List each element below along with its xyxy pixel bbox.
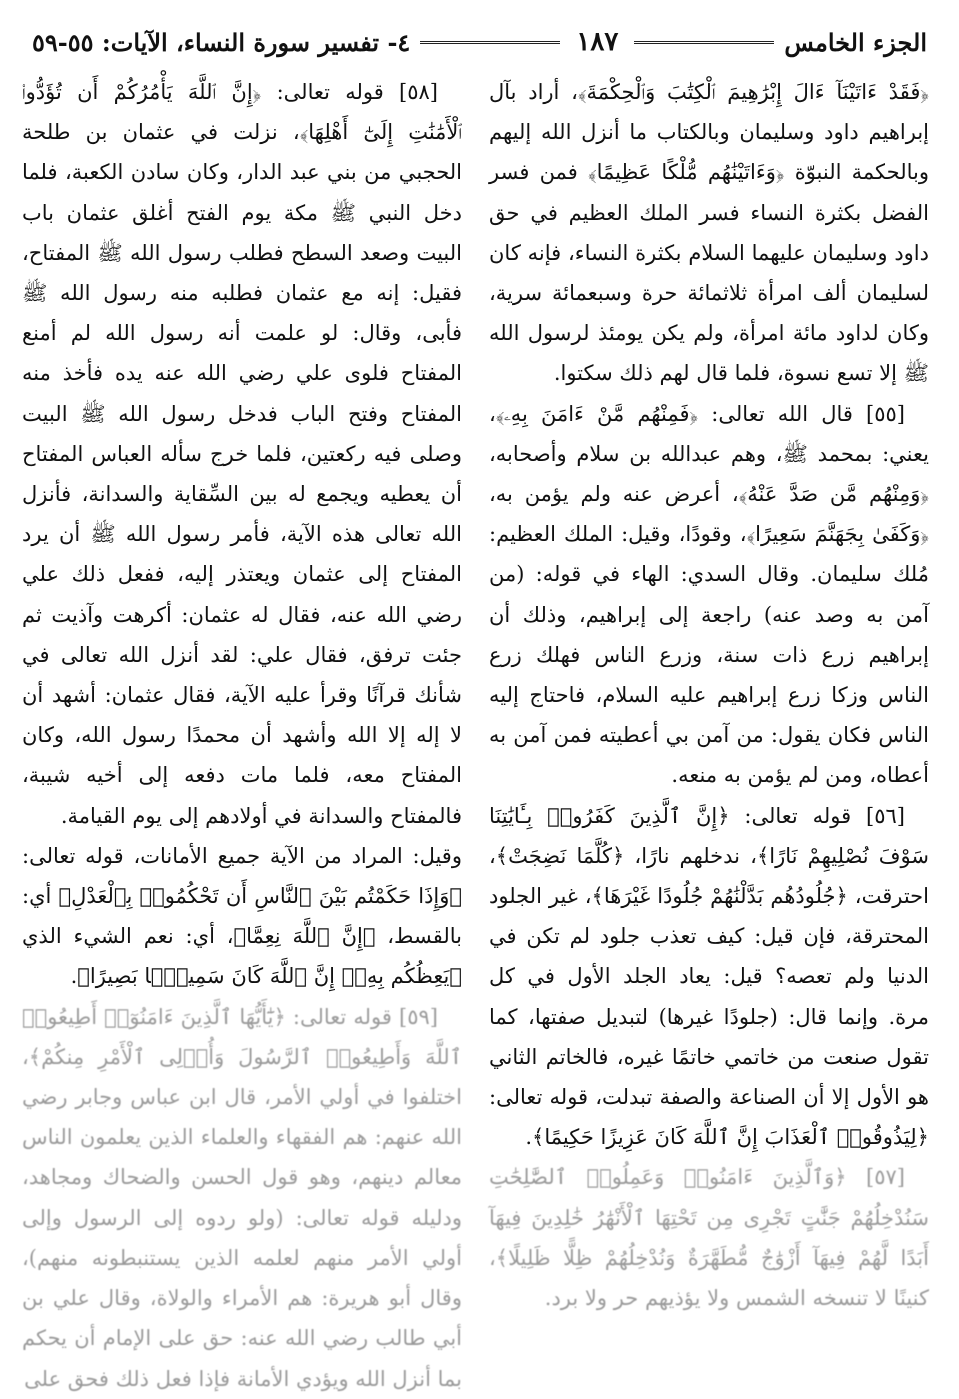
paragraph: ﴿فَقَدْ ءَاتَيْنَآ ءَالَ إِبْرَٰهِيمَ ٱلْكِتَٰبَ وَٱلْحِكْمَةَ﴾، أراد بآل إبراهيم داود وسليمان وبالكتاب ما أنزل الله إليهم وبالحكمة النبوّة ﴿وَءَاتَيْنَٰهُم مُّلْكًا عَظِيمًا﴾ فمن فسر الفضل بكثرة النساء فسر الملك العظيم في حق داود وسليمان عليهما السلام بكثرة النساء، فإنه كان لسليمان ألف امرأة ثلاثمائة حرة وسبعمائة سرية، وكان لداود مائة امرأة، ولم يكن يومئذ لرسول الله ﷺ إلا تسع نسوة، فلما قال لهم ذلك سكتوا. [489,80,929,386]
page-number: ١٨٧ [576,27,619,57]
header-rule [420,41,560,44]
part-title: الجزء الخامس [784,27,927,57]
left-column [22,72,462,1399]
paragraph-57: [٥٧] ﴿وَٱلَّذِينَ ءَامَنُوا۟ وَعَمِلُوا۟ ٱلصَّٰلِحَٰتِ سَنُدْخِلُهُمْ جَنَّٰتٍ تَجْرِى مِن تَحْتِهَا ٱلْأَنْهَٰرُ خَٰلِدِينَ فِيهَآ أَبَدًا لَّهُمْ فِيهَآ أَزْوَٰجٌ مُّطَهَّرَةٌ وَنُدْخِلُهُمْ ظِلًّا ظَلِيلًا﴾، كنينًا لا تنسخه الشمس ولا يؤذيهم حر ولا برد. [489,1165,929,1311]
page-header [32,20,927,64]
right-column [489,72,929,1318]
paragraph-58: [٥٨] قوله تعالى: ﴿إِنَّ ٱللَّهَ يَأْمُرُكُمْ أَن تُؤَدُّوا۟ ٱلْأَمَٰنَٰتِ إِلَىٰٓ أَهْلِهَا﴾، نزلت في عثمان بن طلحة الحجبي من بني عبد الدار، وكان سادن الكعبة، فلما دخل النبي ﷺ مكة يوم الفتح أغلق عثمان باب البيت وصعد السطح فطلب رسول الله ﷺ المفتاح، فقيل: إنه مع عثمان فطلبه منه رسول الله ﷺ فأبى، وقال: لو علمت أنه رسول الله لم أمنع المفتاح فلوى علي رضي الله عنه يده فأخذ منه المفتاح وفتح الباب فدخل رسول الله ﷺ البيت وصلى فيه ركعتين، فلما خرج سأله العباس المفتاح أن يعطيه ويجمع له بين السِّقاية والسدانة، فأنزل الله تعالى هذه الآية، فأمر رسول الله ﷺ أن يرد المفتاح إلى عثمان ويعتذر إليه، ففعل ذلك علي رضي الله عنه، فقال له عثمان: أكرهت وآذيت ثم جئت ترفق، فقال علي: لقد أنزل الله تعالى في شأنك قرآنًا وقرأ عليه الآية، فقال عثمان: أشهد أن لا إله إلا الله وأشهد أن محمدًا رسول الله، وكان المفتاح معه، فلما مات دفعه إلى أخيه شيبة، فالمفتاح والسدانة في أولادهم إلى يوم القيامة. [22,80,462,828]
paragraph-56: [٥٦] قوله تعالى: ﴿إِنَّ ٱلَّذِينَ كَفَرُوا۟ بِـَٔايَٰتِنَا سَوْفَ نُصْلِيهِمْ نَارًا﴾، ندخلهم نارًا، ﴿كُلَّمَا نَضِجَتْ﴾، احترقت، ﴿جُلُودُهُم بَدَّلْنَٰهُمْ جُلُودًا غَيْرَهَا﴾، غير الجلود المحترقة، فإن قيل: كيف تعذب جلود لم تكن في الدنيا ولم تعصه؟ قيل: يعاد الجلد الأول في كل مرة. وإنما قال: (جلودًا غيرها) لتبديل صفتها، كما تقول صنعت من خاتمي خاتمًا غيره، فالخاتم الثاني هو الأول إلا أن الصناعة والصفة تبدلت، قوله تعالى: ﴿لِيَذُوقُوا۟ ٱلْعَذَابَ إِنَّ ٱللَّهَ كَانَ عَزِيزًا حَكِيمًا﴾. [489,803,929,1150]
paragraph: وقيل: المراد من الآية جميع الأمانات، قوله تعالى: ﴿وَإِذَا حَكَمْتُم بَيْنَ ٱلنَّاسِ أَن تَحْكُمُوا۟ بِٱلْعَدْلِ﴾ أي: بالقسط، ﴿إِنَّ ٱللَّهَ نِعِمَّا﴾، أي: نعم الشيء الذي ﴿يَعِظُكُم بِهِۦٓ إِنَّ ٱللَّهَ كَانَ سَمِيعًۢا بَصِيرًا﴾. [22,843,462,989]
chapter-title: ٤- تفسير سورة النساء، الآيات: ٥٥-٥٩ [31,27,411,57]
header-rule [634,41,774,44]
paragraph-55: [٥٥] قال الله تعالى: ﴿فَمِنْهُم مَّنْ ءَامَنَ بِهِۦ﴾، يعني: بمحمد ﷺ، وهم عبدالله بن سلام وأصحابه، ﴿وَمِنْهُم مَّن صَدَّ عَنْهُ﴾، أعرض عنه ولم يؤمن به، ﴿وَكَفَىٰ بِجَهَنَّمَ سَعِيرًا﴾، وقودًا، وقيل: الملك العظيم: مُلك سليمان. وقال السدي: الهاء في قوله: (من آمن به وصد عنه) راجعة إلى إبراهيم، وذلك أن إبراهيم زرع ذات سنة، وزرع الناس فهلك زرع الناس وزكا زرع إبراهيم عليه السلام، فاحتاج إليه الناس فكان يقول: من آمن بي أعطيته فمن آمن به أعطاه، ومن لم يؤمن به منعه. [489,401,929,788]
paragraph-59: [٥٩] قوله تعالى: ﴿يَٰٓأَيُّهَا ٱلَّذِينَ ءَامَنُوٓا۟ أَطِيعُوا۟ ٱللَّهَ وَأَطِيعُوا۟ ٱلرَّسُولَ وَأُو۟لِى ٱلْأَمْرِ مِنكُمْ﴾، اختلفوا في أولي الأمر، قال ابن عباس وجابر رضي الله عنهم: هم الفقهاء والعلماء الذين يعلمون الناس معالم دينهم، وهو قول الحسن والضحاك ومجاهد، ودليله قوله تعالى: (ولو ردوه إلى الرسول وإلى أولي الأمر منهم لعلمه الذين يستنبطونه منهم)، وقال أبو هريرة: هم الأمراء والولاة، وقال علي بن أبي طالب رضي الله عنه: حق على الإمام أن يحكم بما أنزل الله ويؤدي الأمانة فإذا فعل ذلك فحق على [22,1004,462,1391]
